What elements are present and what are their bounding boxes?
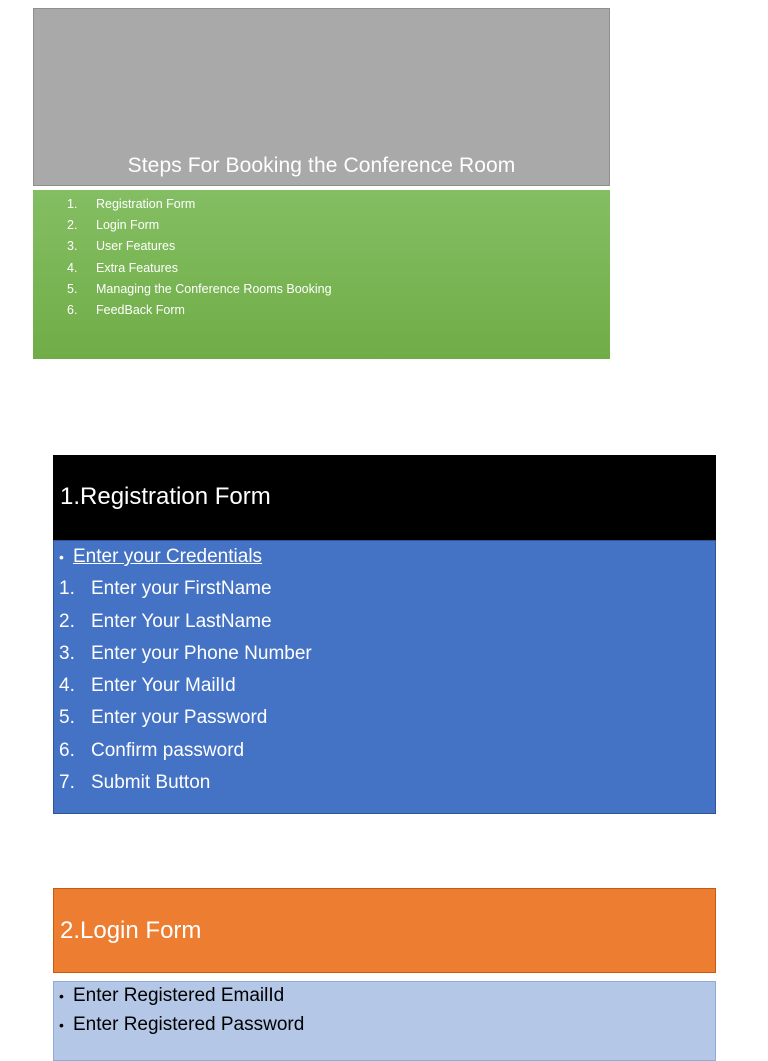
bullet-icon: •: [59, 988, 64, 1004]
registration-list: [54, 541, 715, 799]
list-item: • Enter Registered Password: [59, 1011, 715, 1040]
registration-header: [53, 455, 716, 540]
bullet-icon: •: [59, 1016, 64, 1033]
list-item: 1. Registration Form: [67, 197, 196, 211]
login-heading: 2.Login Form: [60, 917, 202, 944]
list-item: 2. Login Form: [67, 218, 160, 233]
list-item: 6. Confirm password: [59, 739, 245, 761]
list-item: 7. Submit Button: [59, 772, 211, 794]
bullet-icon: •: [59, 549, 64, 565]
credentials-intro: Enter your Credentials: [73, 546, 263, 567]
registration-body: [53, 540, 716, 814]
list-item: 5. Enter your Password: [59, 707, 268, 729]
title-banner: [33, 8, 610, 186]
list-item: 6. FeedBack Form: [67, 302, 185, 317]
list-item: 3. Enter your Phone Number: [59, 642, 312, 664]
steps-panel: [33, 190, 610, 359]
registration-heading: 1.Registration Form: [60, 483, 271, 510]
login-header: [53, 888, 716, 973]
steps-list: [33, 190, 610, 321]
page-title: Steps For Booking the Conference Room: [127, 154, 516, 177]
login-body: [53, 981, 716, 1061]
login-list: [54, 982, 715, 1039]
list-item: • Enter Registered EmailId: [59, 982, 715, 1011]
list-item: 1. Enter your FirstName: [59, 578, 272, 600]
list-item: [59, 541, 715, 573]
list-item: 3. User Features: [67, 239, 176, 254]
list-item: 2. Enter Your LastName: [59, 610, 272, 632]
list-item: 5. Managing the Conference Rooms Booking: [67, 281, 332, 296]
list-item: 4. Extra Features: [67, 260, 178, 275]
list-item: 4. Enter Your MailId: [59, 675, 236, 697]
